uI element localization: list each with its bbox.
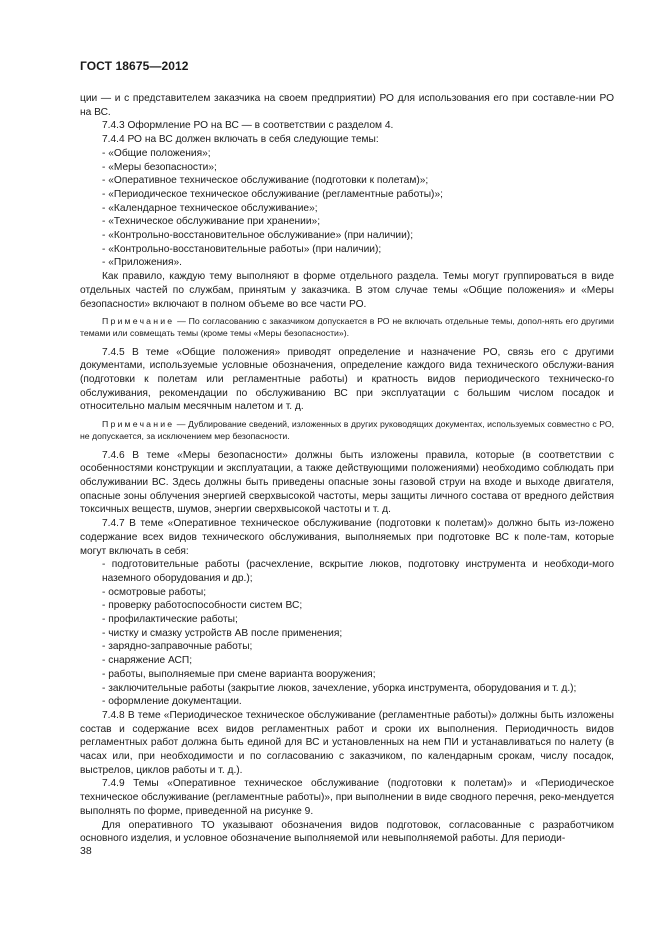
note-topics [80,315,614,339]
note-duplication [80,418,614,442]
list-item-text: - подготовительные работы (расчехление, вскрытие люков, подготовку инструмента и необходи-мого наземного оборудования и др.); [102,559,614,584]
clause-7-4-7: 7.4.7 В теме «Оперативное техническое обслуживание (подготовки к полетам)» должно быть из-ложено содержание всех видов технического обслуживания, выполняемых при подготовке ВС к поле-там, которые могут включать в себя: [80,518,614,557]
list-item: - проверку работоспособности систем ВС; [102,600,303,612]
clause-7-4-4: 7.4.4 РО на ВС должен включать в себя следующие темы: [102,134,379,146]
list-item: - зарядно-заправочные работы; [102,641,253,653]
document-body [80,92,614,846]
list-item: - заключительные работы (закрытие люков, зачехление, уборка инструмента, оборудования и т. д.); [102,682,577,694]
list-item: - профилактические работы; [102,614,238,626]
document-header: ГОСТ 18675—2012 [80,59,189,73]
note-label: Примечание [102,316,175,327]
clause-7-4-3: 7.4.3 Оформление РО на ВС — в соответствии с разделом 4. [102,120,394,132]
list-item: - «Приложения». [102,257,182,269]
list-item: - «Техническое обслуживание при хранении»; [102,216,321,228]
list-item: - «Меры безопасности»; [102,161,217,173]
clause-7-4-9: 7.4.9 Темы «Оперативное техническое обслуживание (подготовки к полетам)» и «Периодическое техническое обслуживание (регламентные работы)», при выполнении в виде сводного перечня, реко-мендуется выполнять по форме, приведенной на рисунке 9. [80,778,614,817]
list-item: - «Оперативное техническое обслуживание (подготовки к полетам)»; [102,175,429,187]
paragraph-operational-to: Для оперативного ТО указывают обозначения видов подготовок, согласованные с разработчиком основного изделия, и условное обозначение выполняемой или невыполняемой работы. Для периоди- [80,819,614,845]
list-item: - чистку и смазку устройств АВ после применения; [102,627,343,639]
list-item: - «Периодическое техническое обслуживание (регламентные работы)»; [102,188,443,200]
note-text: — Дублирование сведений, изложенных в других руководящих документах, используемых совместно с РО, не допускается, за исключением мер безопасности. [80,419,614,442]
clause-7-4-5: 7.4.5 В теме «Общие положения» приводят определение и назначение РО, связь его с другими документами, используемые условные обозначения, определение каждого вида технического обслужи-вания (подготовки к полетам или регламентные работы) и кратность видов периодического техническо-го обслуживания, рекомендации по обслуживанию ВС при эксплуатации с большим числом посадок и относительно малым месячным налетом и т. д. [80,346,614,413]
page-number: 38 [80,845,92,857]
note-label: Примечание [102,419,175,430]
note-text: — По согласованию с заказчиком допускается в РО не включать отдельные темы, допол-нять его другими темами или совмещать темы (кроме темы «Меры безопасности»). [80,316,614,339]
list-item: - оформление документации. [102,696,242,708]
paragraph-topics-grouping: Как правило, каждую тему выполняют в форме отдельного раздела. Темы могут группироваться в виде отдельных частей по службам, принятым у заказчика. В этом случае темы «Общие положения» и «Меры безопасности» включают в полном объеме во все части РО. [80,271,614,310]
list-item: - осмотровые работы; [102,586,207,598]
list-item: - «Календарное техническое обслуживание»; [102,202,318,214]
clause-7-4-8: 7.4.8 В теме «Периодическое техническое обслуживание (регламентные работы)» должны быть изложены состав и содержание всех видов регламентных работ и сроки их выполнения. Периодичность видов регламентных работ должна быть единой для ВС и установленных на нем ПИ и устанавливаться по налету (в часах или, при необходимости и по согласованию с заказчиком, по календарным срокам, числу посадок, выстрелов, циклов работы и т. д.). [80,709,614,776]
list-item: - «Контрольно-восстановительное обслуживание» (при наличии); [102,230,414,242]
list-item: - «Контрольно-восстановительные работы» (при наличии); [102,243,382,255]
paragraph-continuation: ции — и с представителем заказчика на своем предприятии) РО для использования его при составле-нии РО на ВС. [80,93,614,118]
list-item: - снаряжение АСП; [102,655,193,667]
list-item [80,558,614,585]
list-item: - работы, выполняемые при смене варианта вооружения; [102,668,376,680]
clause-7-4-6: 7.4.6 В теме «Меры безопасности» должны быть изложены правила, которые (в соответствии с особенностями конструкции и эксплуатации, а также действующими положениями) необходимо соблюдать при обслуживании ВС. Здесь должны быть приведены опасные зоны газовой струи на входе и выходе двигателя, опасные зоны облучения энергией сверхвысокой частоты, меры защиты личного состава от вредного действия токсичных веществ, шумов, энергии сверхвысокой частоты и т. д. [80,449,614,516]
list-item: - «Общие положения»; [102,147,211,159]
